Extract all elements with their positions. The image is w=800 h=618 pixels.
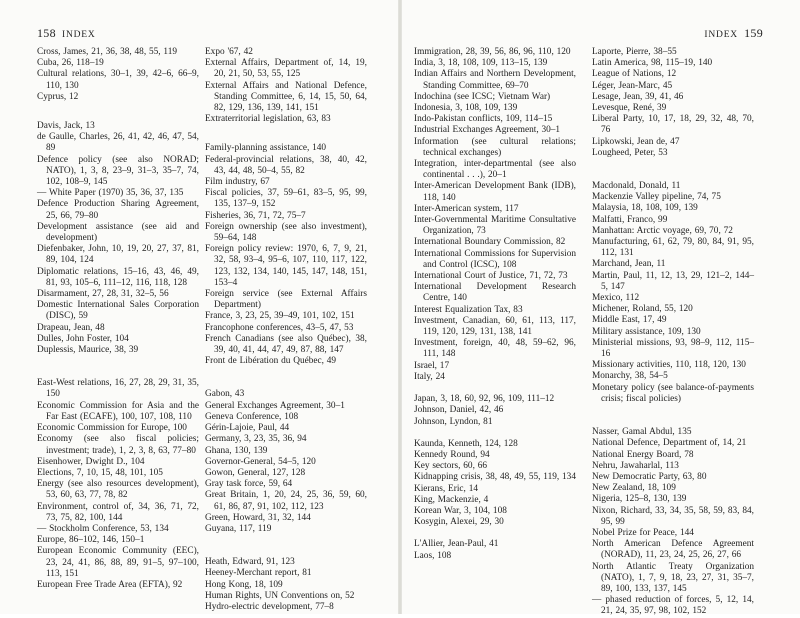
right-column-1	[414, 47, 576, 562]
index-entry: Japan, 3, 18, 60, 92, 96, 109, 111–12	[414, 394, 555, 405]
left-page-header	[37, 26, 96, 41]
index-entry: Foreign service (see External Affairs Department)	[205, 289, 367, 311]
index-entry: Cross, James, 21, 36, 38, 48, 55, 119	[37, 47, 178, 57]
index-entry: Indonesia, 3, 108, 109, 139	[414, 103, 518, 114]
right-page-number: 159	[744, 26, 763, 40]
index-entry: Federal-provincial relations, 38, 40, 42, 43, 44, 48, 50–4, 55, 82	[205, 154, 367, 176]
right-page-label: INDEX	[704, 30, 738, 40]
index-entry: Front de Libération du Québec, 49	[205, 356, 337, 367]
index-entry: North Atlantic Treaty Organization (NATO), 1, 7, 9, 18, 23, 27, 31, 35–7, 89, 100, 133, 137, 145	[592, 561, 754, 594]
index-entry: Gowon, General, 127, 128	[205, 467, 306, 478]
index-entry: Nasser, Gamal Abdul, 135	[592, 427, 692, 438]
index-entry: Extraterritorial legislation, 63, 83	[205, 114, 331, 125]
letter-group	[414, 47, 576, 383]
index-entry: Foreign ownership (see also investment), 59–64, 148	[205, 221, 367, 244]
index-entry: Malfatti, Franco, 99	[592, 214, 668, 225]
index-entry: Environment, control of, 34, 36, 71, 72, 73, 75, 82, 100, 144	[37, 501, 199, 523]
index-entry: Elections, 7, 10, 15, 48, 101, 105	[37, 467, 163, 478]
index-entry: Inter-Governmental Maritime Consultative Organization, 73	[414, 215, 576, 237]
letter-group-spacer	[592, 159, 754, 181]
index-entry: Hong Kong, 18, 109	[205, 579, 283, 590]
index-entry: Immigration, 28, 39, 56, 86, 96, 110, 120	[414, 47, 571, 57]
right-page	[400, 0, 800, 617]
index-entry: Italy, 24	[414, 371, 445, 382]
index-entry: Guyana, 117, 119	[205, 523, 272, 534]
letter-group	[592, 181, 754, 405]
index-entry: Lougheed, Peter, 53	[592, 147, 668, 158]
index-entry: Gabon, 43	[205, 389, 245, 400]
index-entry: Heeney-Merchant report, 81	[205, 568, 312, 579]
index-entry: New Zealand, 18, 109	[592, 483, 676, 494]
left-page	[0, 0, 400, 614]
index-entry: External Affairs, Department of, 14, 19, 20, 21, 50, 53, 55, 125	[205, 58, 367, 80]
index-entry: Geneva Conference, 108	[205, 411, 299, 422]
index-entry: Kaunda, Kenneth, 124, 128	[414, 438, 518, 449]
index-entry: de Gaulle, Charles, 26, 41, 42, 46, 47, 54, 89	[37, 132, 199, 154]
letter-group	[205, 47, 367, 125]
index-entry: Foreign policy review: 1970, 6, 7, 9, 21, 32, 58, 93–4, 95–6, 107, 110, 117, 122, 123, 132, 134, 140, 145, 147, 148, 151, 153–4	[205, 244, 367, 288]
index-entry: Israel, 17	[414, 360, 450, 371]
index-entry: Economy (see also fiscal policies; investment; trade), 1, 2, 3, 8, 63, 77–80	[37, 434, 199, 456]
index-entry: French Canadians (see also Québec), 38, 39, 40, 41, 44, 47, 49, 87, 88, 147	[205, 333, 367, 356]
letter-group	[37, 378, 199, 591]
letter-group	[37, 121, 199, 356]
index-entry: — phased reduction of forces, 5, 12, 14, 21, 24, 35, 97, 98, 102, 152	[592, 595, 754, 617]
index-entry: Diplomatic relations, 15–16, 43, 46, 49, 81, 93, 105–6, 111–12, 116, 118, 128	[37, 266, 199, 288]
index-entry: National Defence, Department of, 14, 21	[592, 438, 747, 449]
index-entry: Inter-American Development Bank (IDB), 118, 140	[414, 181, 576, 203]
index-entry: Human Rights, UN Conventions on, 52	[205, 590, 355, 601]
index-entry: Information (see cultural relations; technical exchanges)	[414, 136, 576, 158]
index-entry: Nehru, Jawaharlal, 113	[592, 460, 679, 471]
index-entry: Expo '67, 42	[205, 47, 253, 57]
letter-group	[414, 539, 576, 561]
index-entry: Dulles, John Foster, 104	[37, 333, 129, 344]
left-column-2	[205, 47, 367, 613]
index-entry: Indo-Pakistan conflicts, 109, 114–15	[414, 114, 553, 125]
letter-group-spacer	[205, 367, 367, 389]
index-entry: External Affairs and National Defence, Standing Committee, 6, 14, 15, 50, 64, 82, 129, 136, 139, 141, 151	[205, 80, 367, 114]
letter-group	[205, 557, 367, 613]
index-entry: International Development Research Centre, 140	[414, 282, 576, 304]
index-entry: Nobel Prize for Peace, 144	[592, 527, 694, 538]
index-entry: Kosygin, Alexei, 29, 30	[414, 517, 504, 528]
index-entry: Malaysia, 18, 108, 109, 139	[592, 203, 698, 214]
index-entry: North American Defence Agreement (NORAD), 11, 23, 24, 25, 26, 27, 66	[592, 539, 754, 561]
index-entry: Korean War, 3, 104, 108	[414, 505, 507, 516]
letter-group	[592, 427, 754, 617]
index-entry: Johnson, Lyndon, 81	[414, 416, 493, 427]
index-entry: Duplessis, Maurice, 38, 39	[37, 345, 139, 356]
letter-group-spacer	[37, 356, 199, 378]
index-entry: Kennedy Round, 94	[414, 449, 490, 460]
letter-group-spacer	[37, 103, 199, 121]
index-entry: General Exchanges Agreement, 30–1	[205, 400, 345, 411]
index-entry: Investment, Canadian, 60, 61, 113, 117, 119, 120, 129, 131, 138, 141	[414, 315, 576, 338]
index-entry: Martin, Paul, 11, 12, 13, 29, 121–2, 144–5, 147	[592, 270, 754, 292]
index-entry: L'Allier, Jean-Paul, 41	[414, 539, 499, 550]
index-entry: — Stockholm Conference, 53, 134	[37, 523, 169, 534]
index-entry: Monarchy, 38, 54–5	[592, 371, 668, 382]
index-entry: East-West relations, 16, 27, 28, 29, 31, 35, 150	[37, 378, 199, 400]
index-entry: Germany, 3, 23, 35, 36, 94	[205, 434, 307, 445]
index-entry: Middle East, 17, 49	[592, 315, 667, 326]
letter-group-spacer	[414, 383, 576, 394]
letter-group	[414, 394, 576, 428]
index-entry: Davis, Jack, 13	[37, 121, 95, 132]
index-entry: Great Britain, 1, 20, 24, 25, 36, 59, 60, 61, 86, 87, 91, 102, 112, 123	[205, 490, 367, 512]
index-entry: Johnson, Daniel, 42, 46	[414, 405, 504, 416]
right-column-2	[592, 47, 754, 618]
index-entry: Hydro-electric development, 77–8	[205, 601, 334, 612]
index-entry: International Commissions for Supervision and Control (ICSC), 108	[414, 248, 576, 270]
left-column-1	[37, 47, 199, 591]
index-entry: Michener, Roland, 55, 120	[592, 304, 693, 315]
index-entry: Liberal Party, 10, 17, 18, 29, 32, 48, 70, 76	[592, 114, 754, 136]
letter-group	[37, 47, 199, 103]
index-entry: Indochina (see ICSC; Vietnam War)	[414, 91, 551, 102]
index-entry: European Free Trade Area (EFTA), 92	[37, 579, 183, 590]
index-entry: Indian Affairs and Northern Development, Standing Committee, 69–70	[414, 69, 576, 91]
letter-group	[592, 47, 754, 159]
index-entry: Ministerial missions, 93, 98–9, 112, 115–16	[592, 337, 754, 360]
index-entry: Defence policy (see also NORAD; NATO), 1, 3, 8, 23–9, 31–3, 35–7, 74, 102, 108–9, 145	[37, 154, 199, 188]
letter-group	[205, 143, 367, 367]
index-entry: Disarmament, 27, 28, 31, 32–5, 56	[37, 289, 169, 300]
index-entry: Green, Howard, 31, 32, 144	[205, 512, 311, 523]
index-entry: Gérin-Lajoie, Paul, 44	[205, 423, 290, 434]
index-entry: New Democratic Party, 63, 80	[592, 471, 707, 482]
index-entry: Macdonald, Donald, 11	[592, 181, 681, 192]
index-entry: Lipkowski, Jean de, 47	[592, 136, 680, 147]
index-entry: Interest Equalization Tax, 83	[414, 304, 523, 315]
index-entry: Kierans, Eric, 14	[414, 483, 478, 494]
index-entry: Nixon, Richard, 33, 34, 35, 58, 59, 83, 84, 95, 99	[592, 505, 754, 527]
index-entry: Inter-American system, 117	[414, 203, 519, 214]
index-entry: Cuba, 26, 118–19	[37, 58, 104, 69]
index-entry: Domestic International Sales Corporation (DISC), 59	[37, 300, 199, 322]
index-entry: Mackenzie Valley pipeline, 74, 75	[592, 192, 721, 203]
index-entry: France, 3, 23, 25, 39–49, 101, 102, 151	[205, 311, 355, 322]
index-entry: Economic Commission for Asia and the Far East (ECAFE), 100, 107, 108, 110	[37, 400, 199, 422]
index-entry: Mexico, 112	[592, 293, 640, 304]
left-page-label: INDEX	[62, 30, 96, 40]
index-entry: International Boundary Commission, 82	[414, 237, 566, 248]
index-entry: League of Nations, 12	[592, 69, 677, 80]
index-entry: Marchand, Jean, 11	[592, 259, 666, 270]
index-entry: Manufacturing, 61, 62, 79, 80, 84, 91, 95, 112, 131	[592, 237, 754, 259]
index-entry: Fisheries, 36, 71, 72, 75–7	[205, 210, 306, 221]
index-entry: Fiscal policies, 37, 59–61, 83–5, 95, 99, 135, 137–9, 152	[205, 188, 367, 210]
index-entry: Heath, Edward, 91, 123	[205, 557, 295, 568]
letter-group-spacer	[205, 535, 367, 557]
index-entry: Kidnapping crisis, 38, 48, 49, 55, 119, 134	[414, 472, 576, 483]
index-entry: Governor-General, 54–5, 120	[205, 456, 316, 467]
index-entry: Europe, 86–102, 146, 150–1	[37, 535, 145, 546]
index-entry: Lesage, Jean, 39, 41, 46	[592, 91, 684, 102]
letter-group	[205, 389, 367, 535]
index-entry: European Economic Community (EEC), 23, 24, 41, 86, 88, 89, 91–5, 97–100, 113, 151	[37, 546, 199, 579]
index-entry: — White Paper (1970) 35, 36, 37, 135	[37, 188, 184, 199]
index-entry: National Energy Board, 78	[592, 449, 694, 460]
index-entry: Defence Production Sharing Agreement, 25, 66, 79–80	[37, 199, 199, 221]
index-entry: Latin America, 98, 115–19, 140	[592, 58, 713, 69]
letter-group-spacer	[592, 405, 754, 427]
index-entry: Integration, inter-departmental (see also continental . . .), 20–1	[414, 159, 576, 181]
index-entry: Energy (see also resources development), 53, 60, 63, 77, 78, 82	[37, 479, 199, 501]
index-entry: Laporte, Pierre, 38–55	[592, 47, 677, 57]
index-entry: Family-planning assistance, 140	[205, 143, 327, 154]
left-page-number: 158	[37, 26, 56, 40]
index-entry: Manhattan: Arctic voyage, 69, 70, 72	[592, 225, 733, 236]
index-entry: Diefenbaker, John, 10, 19, 20, 27, 37, 81, 89, 104, 124	[37, 244, 199, 266]
letter-group-spacer	[414, 528, 576, 539]
index-entry: Léger, Jean-Marc, 45	[592, 80, 673, 91]
index-entry: Economic Commission for Europe, 100	[37, 423, 187, 434]
index-entry: Gray task force, 59, 64	[205, 479, 293, 490]
letter-group	[414, 439, 576, 529]
index-entry: Nigeria, 125–8, 130, 139	[592, 494, 687, 505]
index-entry: Industrial Exchanges Agreement, 30–1	[414, 125, 561, 136]
index-entry: Military assistance, 109, 130	[592, 326, 701, 337]
index-entry: Development assistance (see aid and development)	[37, 221, 199, 244]
index-entry: Eisenhower, Dwight D., 104	[37, 456, 145, 467]
index-entry: Film industry, 67	[205, 177, 270, 188]
index-entry: Francophone conferences, 43–5, 47, 53	[205, 322, 354, 333]
index-entry: Ghana, 130, 139	[205, 445, 268, 456]
index-entry: India, 3, 18, 108, 109, 113–15, 139	[414, 58, 548, 69]
letter-group-spacer	[414, 428, 576, 439]
index-entry: Investment, foreign, 40, 48, 59–62, 96, 111, 148	[414, 338, 576, 360]
index-entry: Laos, 108	[414, 550, 452, 561]
index-entry: Levesque, René, 39	[592, 103, 667, 114]
index-entry: Monetary policy (see balance-of-payments crisis; fiscal policies)	[592, 382, 754, 404]
right-page-header	[704, 26, 763, 41]
index-entry: Key sectors, 60, 66	[414, 461, 488, 472]
index-entry: Missionary activities, 110, 118, 120, 130	[592, 360, 746, 371]
index-entry: Cyprus, 12	[37, 91, 79, 102]
index-entry: International Court of Justice, 71, 72, 73	[414, 271, 568, 282]
letter-group-spacer	[205, 125, 367, 143]
index-entry: Cultural relations, 30–1, 39, 42–6, 66–9, 110, 130	[37, 69, 199, 91]
index-entry: King, Mackenzie, 4	[414, 494, 489, 505]
index-entry: Drapeau, Jean, 48	[37, 322, 105, 333]
